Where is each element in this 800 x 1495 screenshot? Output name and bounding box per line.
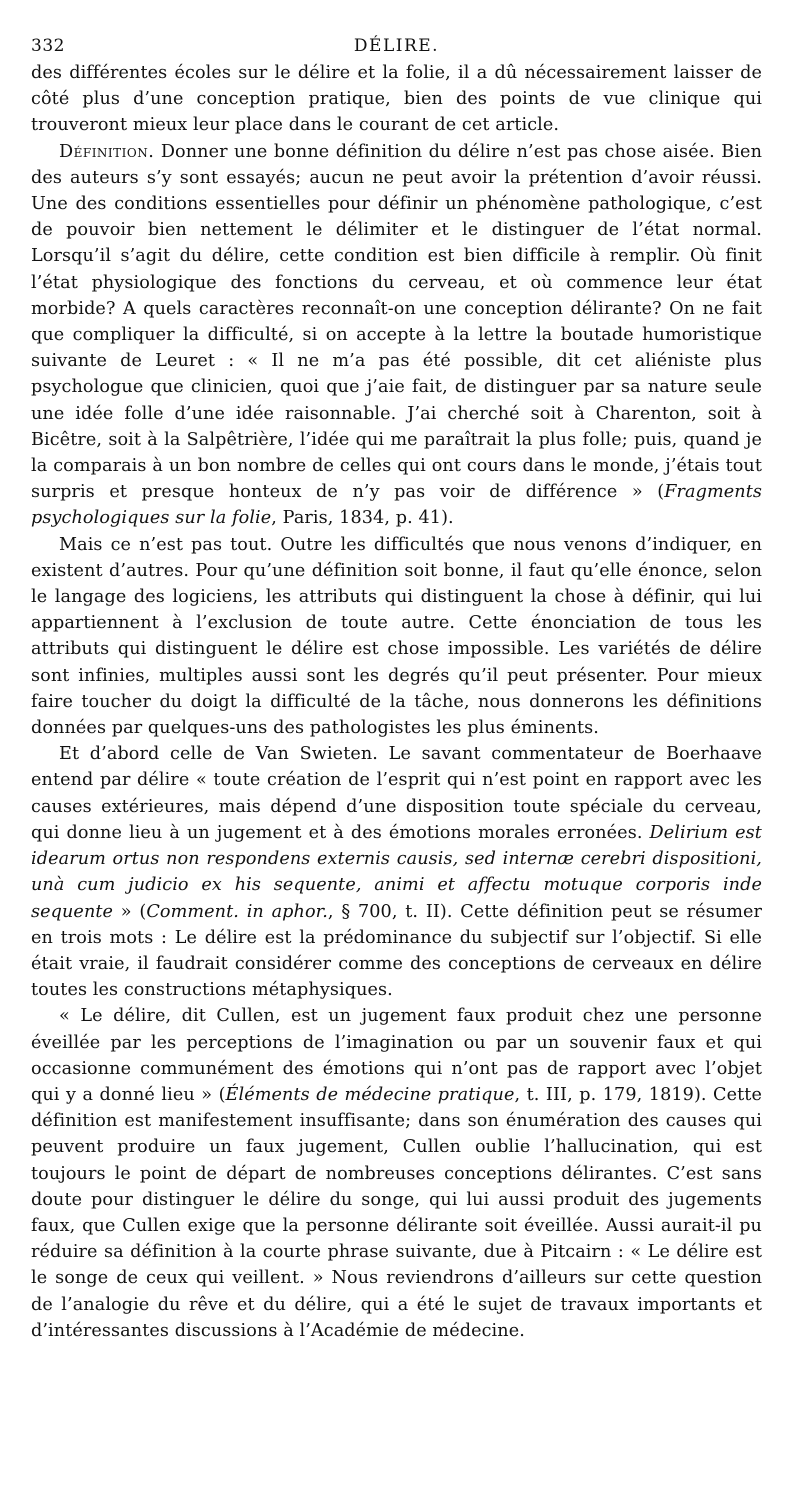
running-title: DÉLIRE. [353,36,440,56]
paragraph-cullen [31,1003,762,1344]
paragraph-continuation [31,60,762,139]
paragraph-text: « Le délire, dit Cullen, est un jugement faux produit chez une personne éveillée par les perceptions de l’imagination ou par un souvenir faux et qui occasionne communément des émotions qui n’ont pas de rapport avec l’objet qui y a donné lieu » ( [31,1006,762,1105]
paragraph-text: , § 700, t. II). Cette définition peut se résumer en trois mots : Le délire est la prédominance du subjectif sur l’objectif. Si elle était vraie, il faudrait considérer comme des conceptions de cerveaux en délire toutes les constructions métaphysiques. [31,901,763,1001]
page-number: 332 [31,36,65,56]
paragraph-text: Donner une bonne définition du délire n’est pas chose aisée. Bien des auteurs s’y sont essayés; aucun ne peut avoir la prétention d’avoir réussi. Une des conditions essentielles pour définir un phénomène pathologique, c’est de pouvoir bien nettement le délimiter et le distinguer de l’état normal. Lorsqu’il s’agit du délire, cette condition est bien difficile à remplir. Où finit l’état physiologique des fonctions du cerveau, et où commence leur état morbide? A quels caractères reconnaît-on une conception délirante? On ne fait que compliquer la difficulté, si on accepte à la lettre la boutade humoristique suivante de Leuret : « Il ne m’a pas été possible, dit cet aliéniste plus psychologue que clinicien, quoi que j’aie fait, de distinguer par sa nature seule une idée folle d’une idée raisonnable. J’ai cherché soit à Charenton, soit à Bicêtre, soit à la Salpêtrière, l’idée qui me paraîtrait la plus folle; puis, quand je la comparais à un bon nombre de celles qui ont cours dans le monde, j’étais tout surpris et presque honteux de n’y pas voir de différence » ( [31,141,762,503]
body-text [31,60,762,1344]
paragraph-text: Et d’abord celle de Van Swieten. Le savant commentateur de Boerhaave entend par délire « toute création de l’esprit qui n’est point en rapport avec les causes extérieures, mais dépend d’une disposition toute spéciale du cerveau, qui donne lieu à un jugement et à des émotions morales erronées. [31,744,762,843]
paragraph-text: , t. III, p. 179, 1819). Cette définition est manifestement insuffisante; dans son énumération des causes qui peuvent produire un faux jugement, Cullen oublie l’hallucination, qui est toujours le point de départ de nombreuses conceptions délirantes. C’est sans doute pour distinguer le délire du songe, qui lui aussi produit des jugements faux, que Cullen exige que la personne délirante soit éveillée. Aussi aurait-il pu réduire sa définition à la courte phrase suivante, due à Pitcairn : « Le délire est le songe de ceux qui veillent. » Nous reviendrons d’ailleurs sur cette question de l’analogie du rêve et du délire, qui a été le sujet de travaux importants et d’intéressantes discussions à l’Académie de médecine. [31,1084,762,1341]
running-head [31,30,762,60]
paragraph-definition [31,139,762,532]
section-label: Définition. [59,141,155,162]
paragraph-text: Mais ce n’est pas tout. Outre les difficultés que nous venons d’indiquer, en existent d’autres. Pour qu’une définition soit bonne, il faut qu’elle énonce, selon le langage des logiciens, les attributs qui distinguent la chose à définir, qui lui appartiennent à l’exclusion de toute autre. Cette énonciation de tous les attributs qui distinguent le délire est chose impossible. Les variétés de délire sont infinies, multiples aussi sont les degrés qu’il peut présenter. Pour mieux faire toucher du doigt la difficulté de la tâche, nous donnerons les définitions données par quelques-uns des pathologistes les plus éminents. [31,534,762,739]
latin-quotation: Delirium est idearum ortus non respondens externis causis, sed internæ cerebri dispositioni, unà cum judicio ex his sequente, animi et affectu motuque corporis inde sequente [31,822,762,922]
citation-title: Comment. in aphor. [146,901,328,922]
citation-title: Éléments de médecine pratique [225,1084,515,1105]
paragraph-difficulties [31,532,762,742]
citation-title: Fragments psychologiques sur la folie [31,482,762,529]
paragraph-text: » ( [113,901,147,922]
paragraph-van-swieten [31,741,762,1003]
paragraph-text: des différentes écoles sur le délire et la folie, il a dû nécessairement laisser de côté plus d’une conception pratique, bien des points de vue clinique qui trouveront mieux leur place dans le courant de cet article. [31,63,762,136]
paragraph-text: , Paris, 1834, p. 41). [271,508,454,529]
